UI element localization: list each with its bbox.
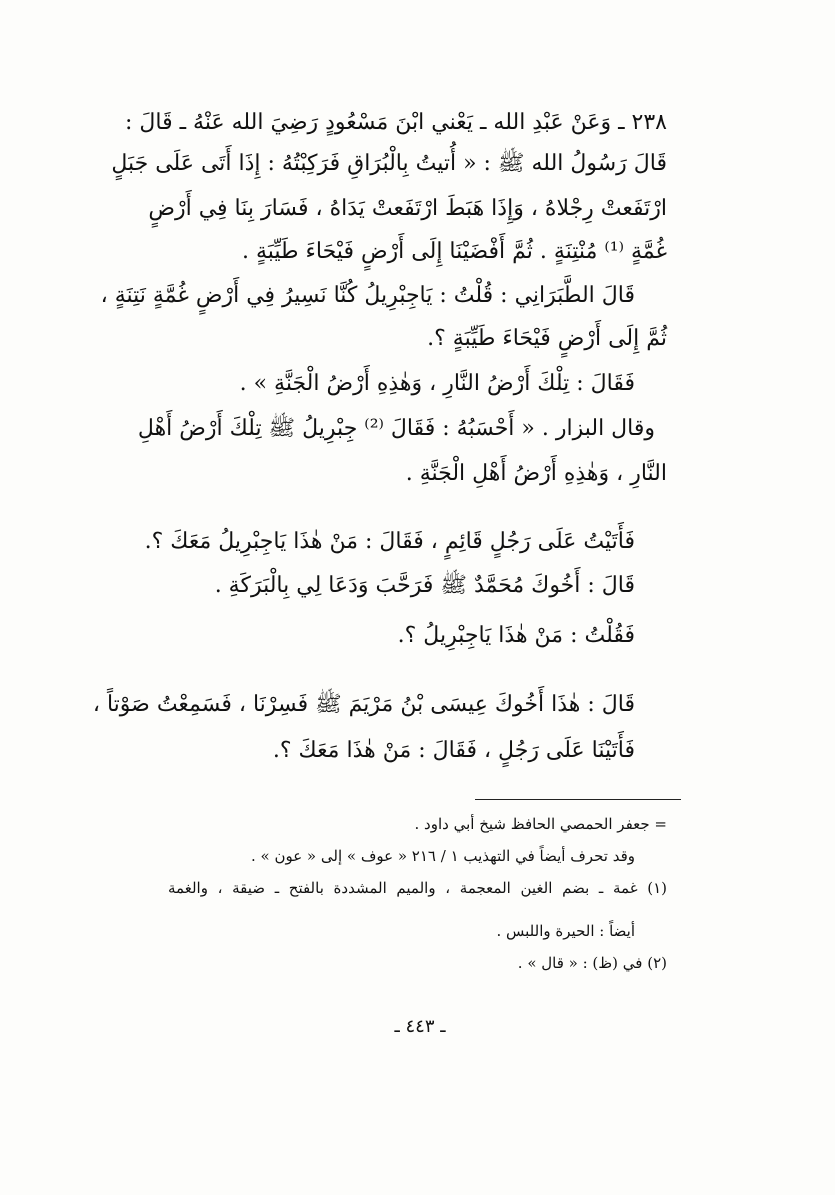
body-line: وقال البزار . « أَحْسَبُهُ : فَقَالَ ⁽²⁾ جِبْرِيلُ ﷺ تِلْكَ أَرْضُ أَهْلِ <box>137 416 655 441</box>
body-line: فَقُلْتُ : مَنْ هٰذَا يَاجِبْرِيلُ ؟. <box>397 623 635 648</box>
body-line: ثُمَّ إِلَى أَرْضٍ فَيْحَاءَ طَيِّبَةٍ ؟. <box>427 326 667 351</box>
body-line: النَّارِ ، وَهٰذِهِ أَرْضُ أَهْلِ الْجَنَّةِ . <box>405 461 667 486</box>
body-line: فَأَتَيْتُ عَلَى رَجُلٍ قَائِمٍ ، فَقَالَ : مَنْ هٰذَا يَاجِبْرِيلُ مَعَكَ ؟. <box>144 529 635 554</box>
hadith-heading-line: ٢٣٨ ـ وَعَنْ عَبْدِ الله ـ يَعْني ابْنَ مَسْعُودٍ رَضِيَ الله عَنْهُ ـ قَالَ : <box>125 110 667 135</box>
body-line: ارْتَفَعتْ رِجْلاهُ ، وَإِذَا هَبَطَ ارْتَفَعتْ يَدَاهُ ، فَسَارَ بِنَا فِي أَرْضٍ <box>148 196 667 221</box>
body-line: فَأَتَيْنَا عَلَى رَجُلٍ ، فَقَالَ : مَنْ هٰذَا مَعَكَ ؟. <box>272 738 635 763</box>
footnote-2: (٢) في (ظ) : « قال » . <box>517 954 667 972</box>
footnote-1: (١) غمة ـ بضم الغين المعجمة ، والميم المشددة بالفتح ـ ضيقة ، والغمة <box>168 879 667 897</box>
page-number: ـ ٤٤٣ ـ <box>394 1016 446 1037</box>
footnote-line: = جعفر الحمصي الحافظ شيخ أبي داود . <box>414 815 667 833</box>
footnote-1-continued: أيضاً : الحيرة واللبس . <box>496 922 635 940</box>
body-line: قَالَ : أَخُوكَ مُحَمَّدٌ ﷺ فَرَحَّبَ وَدَعَا لِي بِالْبَرَكَةِ . <box>214 573 635 598</box>
body-line: غُمَّةٍ ⁽¹⁾ مُنْتِنَةٍ . ثُمَّ أَفْضَيْنَا إِلَى أَرْضٍ فَيْحَاءَ طَيِّبَةٍ . <box>242 239 667 264</box>
footnote-separator <box>475 799 681 800</box>
body-line: قَالَ : هٰذَا أَخُوكَ عِيسَى بْنُ مَرْيَمَ ﷺ فَسِرْنَا ، فَسَمِعْتُ صَوْتاً ، <box>92 692 635 717</box>
footnote-line: وقد تحرف أيضاً في التهذيب ١ / ٢١٦ « عوف » إلى « عون » . <box>250 847 635 865</box>
body-line: قَالَ الطَّبَرَانِي : قُلْتُ : يَاجِبْرِيلُ كُنَّا نَسِيرُ فِي أَرْضٍ غُمَّةٍ نَتِنَةٍ ، <box>100 283 635 308</box>
body-line: فَقَالَ : تِلْكَ أَرْضُ النَّارِ ، وَهٰذِهِ أَرْضُ الْجَنَّةِ » . <box>239 371 635 396</box>
body-line: قَالَ رَسُولُ الله ﷺ : « أُتيتُ بِالْبُرَاقِ فَرَكِبْتُهُ : إِذَا أَتَى عَلَى جَبَلٍ <box>111 151 667 176</box>
